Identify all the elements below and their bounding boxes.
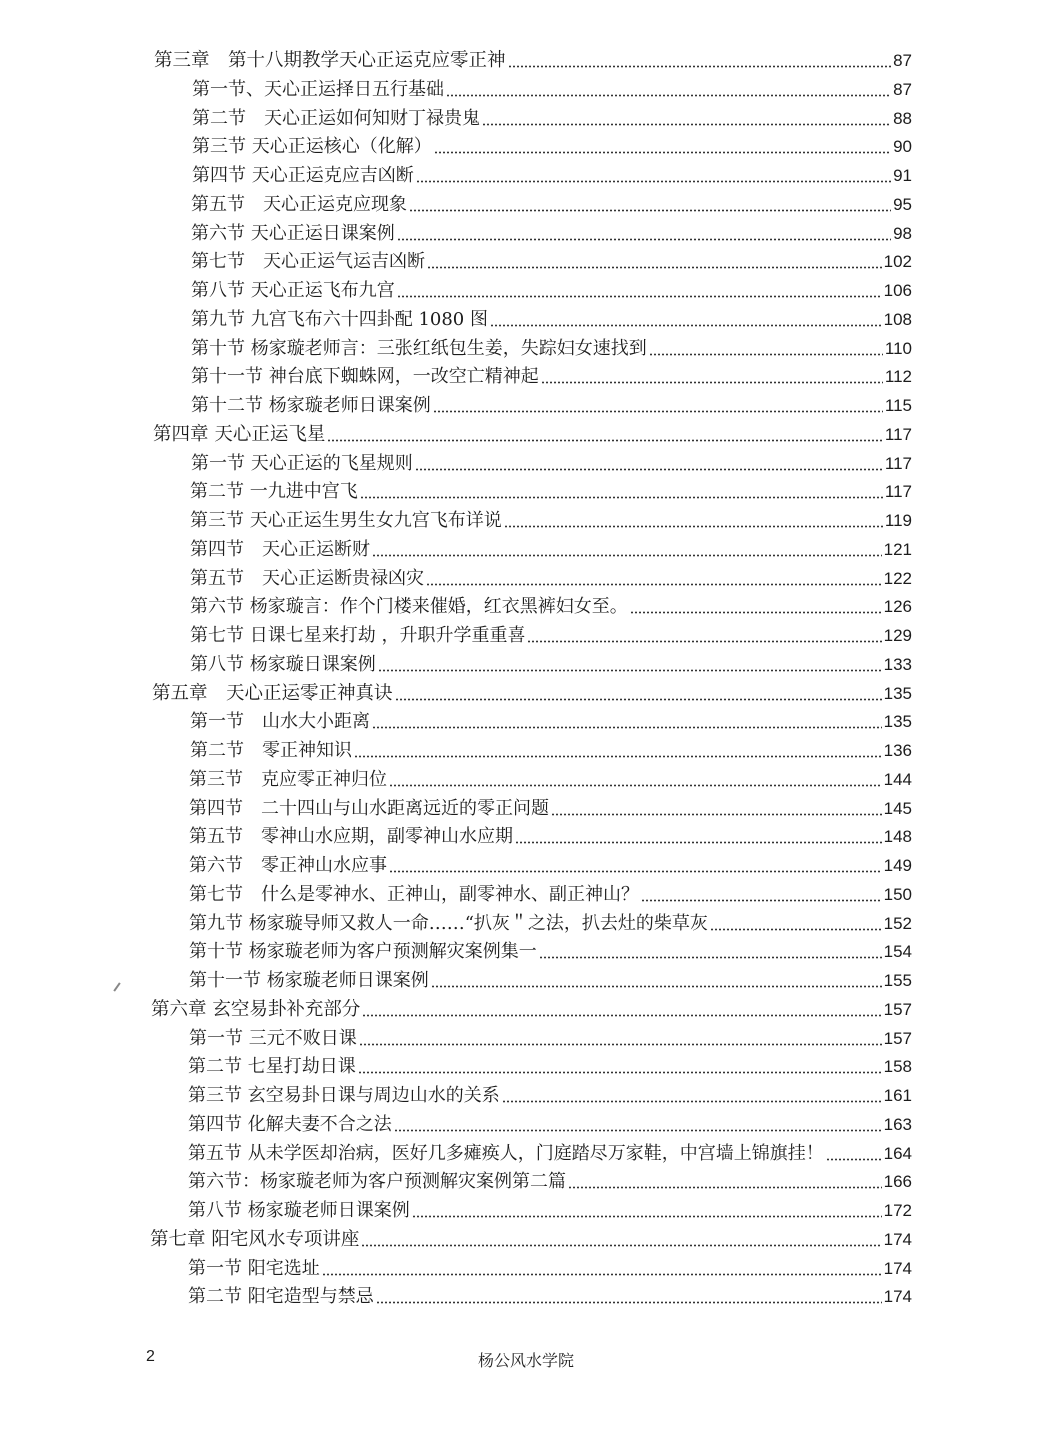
publisher-name: 杨公风水学院	[478, 1351, 575, 1370]
toc-section-entry	[189, 849, 912, 877]
toc-chapter-entry	[150, 1223, 912, 1251]
toc-entry-title: 第一节 山水大小距离	[190, 711, 370, 732]
toc-entry-title: 第一节 三元不败日课	[189, 1028, 357, 1049]
toc-section-entry	[191, 274, 912, 302]
toc-entry-title: 第六节 天心正运日课案例	[191, 223, 395, 244]
toc-section-entry	[191, 303, 912, 331]
toc-entry-title: 第六节 零正神山水应事	[189, 855, 387, 876]
toc-section-entry	[188, 1280, 912, 1308]
toc-entry-title: 第五节 从未学医却治病，医好几多瘫痪人，门庭踏尽万家鞋，中宫墙上锦旗挂！	[188, 1143, 824, 1164]
toc-entry-page: 174	[883, 1259, 912, 1278]
toc-section-entry	[188, 1079, 912, 1107]
toc-entry-page: 87	[893, 51, 912, 70]
dot-leader	[446, 94, 891, 97]
dot-leader	[359, 1043, 882, 1046]
dot-leader	[539, 956, 882, 959]
toc-entry-title: 第六节：杨家璇老师为客户预测解灾案例第二篇	[188, 1171, 566, 1192]
dot-leader	[358, 1071, 882, 1074]
toc-entry-page: 150	[883, 885, 912, 904]
toc-section-entry	[191, 389, 912, 417]
toc-entry-title: 第十一节 杨家璇老师日课案例	[189, 970, 429, 991]
toc-section-entry	[188, 1194, 912, 1222]
toc-entry-page: 166	[883, 1172, 912, 1191]
toc-entry-page: 91	[893, 166, 912, 185]
toc-section-entry	[192, 130, 912, 158]
toc-entry-page: 119	[884, 511, 912, 530]
toc-section-entry	[189, 763, 912, 791]
toc-entry-title: 第二节 零正神知识	[190, 740, 352, 761]
toc-entry-title: 第四节 化解夫妻不合之法	[188, 1114, 392, 1135]
toc-entry-title: 第五节 天心正运断贵禄凶灾	[190, 568, 424, 589]
toc-section-entry	[192, 159, 912, 187]
toc-entry-page: 87	[893, 80, 912, 99]
dot-leader	[649, 353, 883, 356]
toc-entry-title: 第十节 杨家璇老师言：三张红纸包生姜，失踪妇女速找到	[191, 338, 647, 359]
toc-entry-page: 117	[884, 482, 912, 501]
dot-leader	[415, 468, 883, 471]
toc-entry-title: 第五章 天心正运零正神真诀	[152, 683, 393, 704]
dot-leader	[431, 985, 882, 988]
dot-leader	[389, 784, 882, 787]
toc-entry-page: 117	[884, 454, 912, 473]
toc-section-entry	[189, 878, 912, 906]
toc-entry-title: 第一节 天心正运的飞星规则	[191, 453, 413, 474]
toc-entry-page: 135	[883, 684, 912, 703]
toc-section-entry	[192, 73, 912, 101]
toc-entry-title: 第一节、天心正运择日五行基础	[192, 79, 444, 100]
toc-entry-title: 第五节 零神山水应期，副零神山水应期	[189, 826, 513, 847]
toc-section-entry	[189, 792, 912, 820]
toc-entry-title: 第四节 二十四山与山水距离远近的零正问题	[189, 798, 549, 819]
dot-leader	[551, 813, 882, 816]
dot-leader	[826, 1158, 882, 1161]
toc-section-entry	[189, 964, 912, 992]
dot-leader	[376, 1301, 882, 1304]
toc-entry-page: 110	[884, 339, 912, 358]
toc-entry-title: 第三节 克应零正神归位	[189, 769, 387, 790]
toc-entry-title: 第九节 九宫飞布六十四卦配 1080 图	[191, 309, 488, 330]
dot-leader	[322, 1273, 882, 1276]
dot-leader	[710, 928, 882, 931]
toc-entry-title: 第七节 天心正运气运吉凶断	[191, 251, 425, 272]
toc-entry-page: 112	[884, 367, 912, 386]
toc-entry-page: 163	[883, 1115, 912, 1134]
toc-entry-page: 148	[883, 827, 912, 846]
toc-entry-title: 第一节 阳宅选址	[188, 1258, 320, 1279]
toc-entry-title: 第八节 天心正运飞布九宫	[191, 280, 395, 301]
toc-entry-title: 第九节 杨家璇导师又救人一命……“扒灰＂之法，扒去灶的柴草灰	[189, 913, 708, 934]
toc-chapter-entry	[153, 418, 912, 446]
dot-leader	[641, 899, 882, 902]
toc-section-entry	[190, 590, 912, 618]
toc-section-entry	[191, 332, 912, 360]
toc-entry-title: 第五节 天心正运克应现象	[191, 194, 407, 215]
dot-leader	[490, 324, 882, 327]
toc-entry-title: 第二节 天心正运如何知财丁禄贵鬼	[192, 108, 480, 129]
toc-section-entry	[192, 102, 912, 130]
toc-entry-page: 161	[883, 1086, 912, 1105]
toc-entry-page: 157	[883, 1000, 912, 1019]
toc-section-entry	[191, 188, 912, 216]
toc-entry-page: 90	[893, 137, 912, 156]
toc-section-entry	[188, 1165, 912, 1193]
toc-section-entry	[189, 935, 912, 963]
dot-leader	[527, 640, 881, 643]
toc-entry-page: 145	[883, 799, 912, 818]
toc-chapter-entry	[152, 677, 912, 705]
toc-section-entry	[191, 447, 912, 475]
toc-section-entry	[189, 1022, 912, 1050]
toc-entry-page: 136	[883, 741, 912, 760]
toc-section-entry	[191, 245, 912, 273]
dot-leader	[427, 266, 882, 269]
toc-entry-page: 115	[884, 396, 912, 415]
dot-leader	[630, 611, 882, 614]
toc-entry-title: 第十一节 神台底下蜘蛛网，一改空亡精神起	[191, 366, 539, 387]
toc-entry-page: 122	[883, 569, 912, 588]
dot-leader	[354, 755, 882, 758]
toc-entry-page: 174	[883, 1287, 912, 1306]
dot-leader	[361, 1244, 881, 1247]
toc-entry-title: 第七章 阳宅风水专项讲座	[150, 1229, 360, 1250]
toc-section-entry	[188, 1252, 912, 1280]
toc-entry-page: 152	[883, 914, 912, 933]
toc-entry-page: 157	[883, 1029, 912, 1048]
toc-entry-title: 第十二节 杨家璇老师日课案例	[191, 395, 431, 416]
toc-section-entry	[188, 1108, 912, 1136]
toc-entry-page: 144	[883, 770, 912, 789]
dot-leader	[434, 151, 891, 154]
toc-entry-page: 154	[883, 942, 912, 961]
toc-section-entry	[190, 504, 912, 532]
dot-leader	[389, 870, 882, 873]
toc-section-entry	[191, 217, 912, 245]
toc-entry-page: 117	[884, 425, 912, 444]
toc-entry-title: 第六章 玄空易卦补充部分	[151, 999, 361, 1020]
dot-leader	[416, 180, 891, 183]
toc-entry-title: 第三节 天心正运生男生女九宫飞布详说	[190, 510, 502, 531]
toc-entry-title: 第八节 杨家璇日课案例	[190, 654, 376, 675]
dot-leader	[504, 525, 883, 528]
toc-entry-page: 149	[883, 856, 912, 875]
dot-leader	[409, 209, 891, 212]
toc-chapter-entry	[151, 993, 912, 1021]
dot-leader	[378, 669, 882, 672]
toc-entry-title: 第四节 天心正运断财	[190, 539, 370, 560]
toc-entry-page: 133	[883, 655, 912, 674]
page-number: 2	[146, 1348, 155, 1365]
toc-entry-page: 155	[883, 971, 912, 990]
dot-leader	[508, 65, 892, 68]
toc-entry-page: 158	[883, 1057, 912, 1076]
dot-leader	[372, 554, 882, 557]
toc-entry-page: 106	[883, 281, 912, 300]
toc-section-entry	[188, 1137, 912, 1165]
toc-entry-title: 第三节 玄空易卦日课与周边山水的关系	[188, 1085, 500, 1106]
toc-entry-page: 88	[893, 109, 912, 128]
toc-entry-page: 126	[883, 597, 912, 616]
dot-leader	[394, 1129, 882, 1132]
toc-entry-title: 第四节 天心正运克应吉凶断	[192, 165, 414, 186]
toc-section-entry	[190, 619, 912, 647]
dot-leader	[327, 439, 883, 442]
toc-entry-title: 第十节 杨家璇老师为客户预测解灾案例集一	[189, 941, 537, 962]
toc-entry-title: 第六节 杨家璇言：作个门楼来催婚，红衣黑裤妇女至。	[190, 596, 628, 617]
dot-leader	[426, 583, 882, 586]
toc-entry-page: 95	[893, 195, 912, 214]
toc-entry-page: 121	[883, 540, 912, 559]
toc-entry-title: 第四章 天心正运飞星	[153, 424, 326, 445]
toc-entry-page: 129	[883, 626, 912, 645]
dot-leader	[515, 841, 882, 844]
dot-leader	[362, 1014, 881, 1017]
toc-entry-page: 172	[883, 1201, 912, 1220]
toc-section-entry	[189, 820, 912, 848]
dot-leader	[360, 496, 883, 499]
dot-leader	[482, 123, 891, 126]
toc-entry-title: 第三节 天心正运核心（化解）	[192, 136, 432, 157]
toc-entry-title: 第二节 七星打劫日课	[188, 1056, 356, 1077]
toc-entry-page: 98	[893, 224, 912, 243]
toc-section-entry	[190, 734, 912, 762]
dot-leader	[568, 1186, 882, 1189]
dot-leader	[372, 726, 882, 729]
toc-entry-page: 135	[883, 712, 912, 731]
toc-entry-title: 第三章 第十八期教学天心正运克应零正神	[154, 50, 506, 71]
dot-leader	[541, 381, 883, 384]
dot-leader	[433, 410, 883, 413]
toc-entry-page: 174	[883, 1230, 912, 1249]
toc-entry-page: 164	[883, 1144, 912, 1163]
dot-leader	[397, 295, 882, 298]
toc-section-entry	[191, 360, 912, 388]
toc-section-entry	[190, 475, 912, 503]
toc-section-entry	[190, 562, 912, 590]
toc-section-entry	[190, 648, 912, 676]
toc-entry-page: 108	[883, 310, 912, 329]
toc-section-entry	[189, 907, 912, 935]
dot-leader	[395, 698, 882, 701]
toc-section-entry	[190, 533, 912, 561]
toc-entry-title: 第七节 什么是零神水、正神山，副零神水、副正神山？	[189, 884, 639, 905]
dot-leader	[412, 1215, 882, 1218]
toc-entry-title: 第八节 杨家璇老师日课案例	[188, 1200, 410, 1221]
toc-entry-title: 第七节 日课七星来打劫 ，升职升学重重喜	[190, 625, 526, 646]
toc-section-entry	[188, 1050, 912, 1078]
toc-entry-title: 第二节 阳宅造型与禁忌	[188, 1286, 374, 1307]
toc-chapter-entry	[154, 44, 912, 72]
dot-leader	[502, 1100, 882, 1103]
toc-entry-title: 第二节 一九进中宫飞	[190, 481, 358, 502]
dot-leader	[397, 238, 891, 241]
toc-section-entry	[190, 705, 912, 733]
toc-entry-page: 102	[883, 252, 912, 271]
